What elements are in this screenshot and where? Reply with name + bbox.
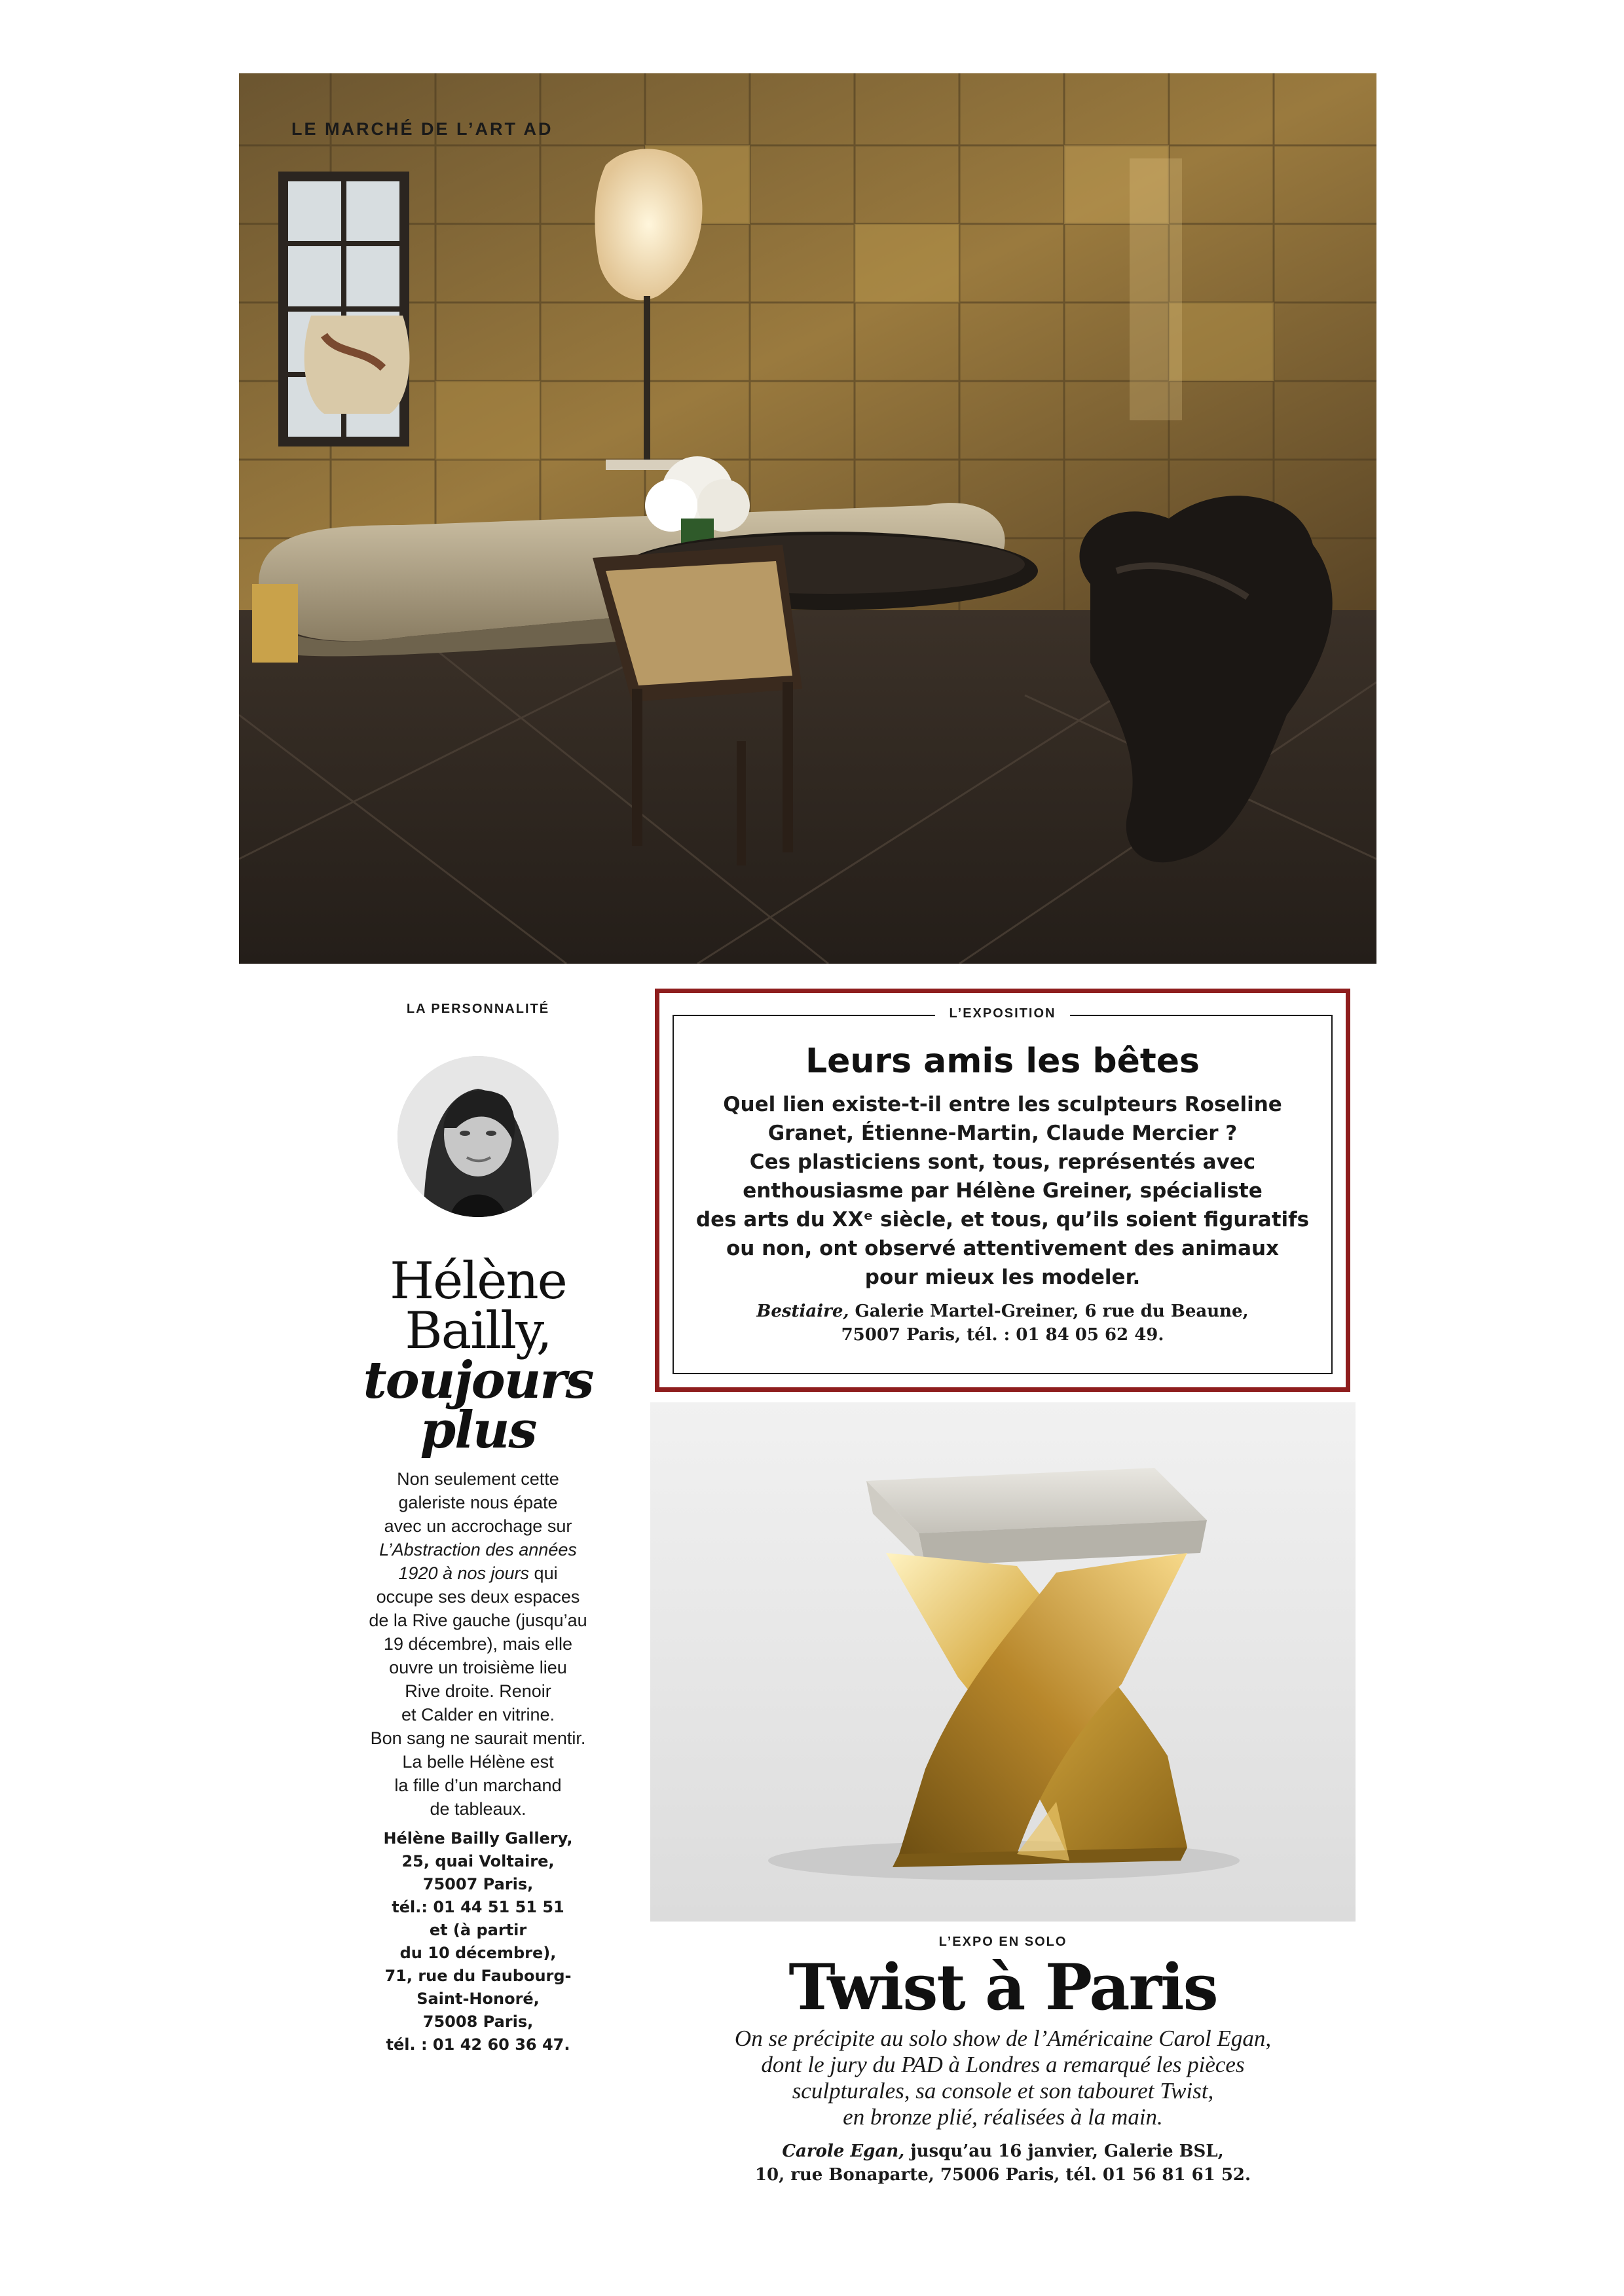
body-line-mixed <box>314 1561 642 1585</box>
body-line: La belle Hélène est <box>402 1752 554 1772</box>
twist-title: Twist à Paris <box>788 1950 1217 2024</box>
body-line: et Calder en vitrine. <box>401 1705 555 1724</box>
title-line-1: Hélène <box>390 1252 566 1311</box>
address-line: tél.: 01 44 51 51 51 <box>392 1898 564 1916</box>
twist-stool-illustration <box>650 1402 1356 1922</box>
body-line: Rive droite. Renoir <box>405 1681 551 1701</box>
body-line: galeriste nous épate <box>398 1493 558 1512</box>
address-line: 75007 Paris, <box>422 1875 534 1893</box>
personality-article <box>314 1002 642 2056</box>
twist-article <box>650 1935 1356 2187</box>
exhibition-inner-frame <box>673 1006 1333 1374</box>
address-line: et (à partir <box>429 1921 527 1939</box>
body-line-italic: L’Abstraction des années <box>379 1540 577 1559</box>
address-line: du 10 décembre), <box>399 1944 557 1962</box>
address-line: 10, rue Bonaparte, 75006 Paris, tél. 01 56 81 61 52. <box>754 2165 1251 2185</box>
address-line: 25, quai Voltaire, <box>401 1852 555 1870</box>
address-line: 75007 Paris, tél. : 01 84 05 62 49. <box>841 1325 1164 1345</box>
address-italic: Bestiaire, <box>756 1302 849 1321</box>
address-line: Hélène Bailly Gallery, <box>383 1829 573 1848</box>
personality-title <box>314 1252 642 1460</box>
address-fragment: Galerie Martel-Greiner, 6 rue du Beaune, <box>849 1302 1249 1321</box>
address-line <box>650 2140 1356 2163</box>
title-line-3: toujours <box>363 1351 593 1410</box>
body-line: ouvre un troisième lieu <box>389 1658 567 1677</box>
body-line: enthousiasme par Hélène Greiner, spécialiste <box>743 1179 1263 1203</box>
body-line: de la Rive gauche (jusqu’au <box>369 1611 587 1630</box>
twist-address <box>650 2140 1356 2187</box>
interior-illustration <box>239 73 1376 964</box>
exhibition-address <box>674 1300 1331 1347</box>
exhibition-kicker: L’EXPOSITION <box>935 1006 1071 1021</box>
body-line: 19 décembre), mais elle <box>383 1634 573 1654</box>
portrait-photo <box>397 1056 559 1217</box>
body-italic-fragment: 1920 à nos jours <box>398 1563 530 1583</box>
title-line-4: plus <box>420 1400 536 1460</box>
exhibition-box <box>655 989 1350 1392</box>
body-line: pour mieux les modeler. <box>864 1266 1141 1289</box>
body-line: On se précipite au solo show de l’Américaine Carol Egan, <box>734 2026 1272 2051</box>
body-line: Granet, Étienne-Martin, Claude Mercier ? <box>767 1121 1238 1145</box>
stool-photo <box>650 1402 1356 1922</box>
body-line: occupe ses deux espaces <box>376 1587 580 1607</box>
section-tag: LE MARCHÉ DE L’ART AD <box>291 119 553 139</box>
exhibition-kicker-rule <box>674 1006 1331 1026</box>
title-line-2: Bailly, <box>405 1302 551 1360</box>
address-line: 71, rue du Faubourg- <box>384 1967 572 1985</box>
body-line: Bon sang ne saurait mentir. <box>370 1728 586 1748</box>
exhibition-title: Leurs amis les bêtes <box>805 1042 1200 1081</box>
exhibition-body <box>693 1090 1312 1292</box>
personality-body <box>314 1467 642 1821</box>
body-fragment: qui <box>529 1563 558 1583</box>
body-line: Quel lien existe-t-il entre les sculpteurs Roseline <box>723 1093 1282 1116</box>
twist-kicker: L’EXPO EN SOLO <box>938 1935 1067 1949</box>
address-fragment: jusqu’au 16 janvier, Galerie BSL, <box>904 2141 1224 2161</box>
body-line: sculpturales, sa console et son tabouret Twist, <box>792 2078 1214 2104</box>
personality-kicker: LA PERSONNALITÉ <box>406 1002 550 1016</box>
body-line: des arts du XXᵉ siècle, et tous, qu’ils soient figuratifs <box>695 1208 1310 1231</box>
address-line: 75008 Paris, <box>422 2013 534 2031</box>
twist-body <box>650 2026 1356 2130</box>
personality-address <box>314 1827 642 2056</box>
body-line: dont le jury du PAD à Londres a remarqué les pièces <box>761 2052 1245 2077</box>
portrait-illustration <box>397 1056 559 1217</box>
body-line: avec un accrochage sur <box>384 1516 572 1536</box>
address-line: tél. : 01 42 60 36 47. <box>386 2035 570 2054</box>
body-line: ou non, ont observé attentivement des animaux <box>726 1237 1280 1260</box>
body-line: de tableaux. <box>430 1799 526 1819</box>
body-line: en bronze plié, réalisées à la main. <box>843 2104 1163 2130</box>
address-line <box>674 1300 1331 1323</box>
address-line: Saint-Honoré, <box>416 1990 540 2008</box>
body-line: la fille d’un marchand <box>394 1776 562 1795</box>
interior-photo <box>239 73 1376 964</box>
body-line: Non seulement cette <box>397 1469 559 1489</box>
body-line: Ces plasticiens sont, tous, représentés avec <box>749 1150 1256 1174</box>
address-italic: Carole Egan, <box>782 2141 905 2161</box>
